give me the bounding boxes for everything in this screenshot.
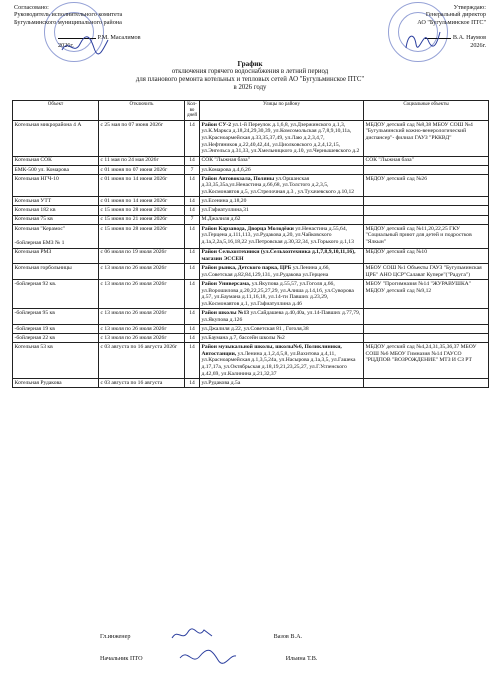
table-header-row [13, 101, 489, 121]
cell-social: МБОУ СОШ №1 Объекты ГАУЗ "Бугульминская ЦРБ" АНО ЦСР"Салават Купере"("Радуга") [364, 264, 489, 280]
signature-left-icon [60, 34, 110, 56]
header-days: Кол-во дней [185, 101, 200, 121]
table-row [13, 120, 489, 156]
object-name: Котельная "Керамос" [14, 225, 66, 232]
cell-period: с 15 июня по 28 июня 2026г [99, 224, 185, 248]
object-name: -бойлерная 22 кв [14, 334, 55, 341]
table-row [13, 324, 489, 333]
cell-days: 14 [185, 120, 200, 156]
object-name: Котельная микрорайона 4 А [14, 121, 82, 128]
cell-days: 14 [185, 324, 200, 333]
cell-period: с 13 июля по 26 июля 2026г [99, 334, 185, 343]
cell-object [13, 248, 99, 264]
object-name: Котельная НГЧ-10 [14, 175, 59, 182]
cell-days: 7 [185, 215, 200, 224]
street-list: ул.Ленина д.1,2,4,5,8, ул.Вахитова д.4,11, ул.Красноармейская д.1,3,5,24а, ул.Насырова д.1а,3,5, ул.Гашека д.17,17а, ул.Октябрьская д.18,19,21,23,25,27, ул.Г.Успенского д.42,69, ул.Калинина д.21,32,37 [201, 350, 356, 377]
object-name: -бойлерная 92 кв. [14, 281, 57, 287]
street-list: ул.Якупова д.55,57, ул.Гоголя д.66, ул.Ворошилова д.20,22,25,27,29, ул.Алиша д.14,16, ул.Суворова д.57, ул.Баумана д.11,16,18, ул.14-ти Павших д.23,29, ул.Космонавтов д.1, ул.Гафиатуллина д.46 [201, 281, 354, 307]
footer-role: Гл.инженер [100, 633, 131, 640]
object-name: -бойлерная 95 кв [14, 309, 55, 316]
cell-period: с 25 мая по 07 июня 2026г [99, 120, 185, 156]
table-row [13, 334, 489, 343]
cell-social [364, 206, 489, 215]
object-name: Котельная горбольницы [14, 265, 72, 272]
cell-streets [200, 120, 364, 156]
cell-object [13, 165, 99, 174]
cell-period: с 13 июля по 26 июля 2026г [99, 309, 185, 325]
cell-object [13, 206, 99, 215]
cell-days: 14 [185, 378, 200, 387]
approval-signer: В.А. Наумов [452, 34, 486, 42]
street-list: М.Джалиля д.62 [201, 216, 241, 223]
cell-object [13, 280, 99, 309]
header-object: Объект [13, 101, 99, 121]
cell-period: с 03 августа по 16 августа [99, 378, 185, 387]
object-name: БМК-500 ул. Комарова [14, 166, 69, 173]
cell-streets [200, 343, 364, 379]
cell-days: 14 [185, 224, 200, 248]
cell-object [13, 309, 99, 325]
district-name: Район рынка, Детского парка, ЦРБ [201, 265, 292, 272]
cell-object [13, 156, 99, 165]
district-name: Район Автовокзала, Поляны [201, 175, 275, 182]
object-name: Котельная СОК [14, 157, 52, 164]
object-name: Котельная 53 кв [14, 344, 53, 351]
table-row [13, 174, 489, 196]
cell-days: 14 [185, 174, 200, 196]
object-name: Котельная УТТ [14, 198, 52, 205]
cell-object [13, 197, 99, 206]
cell-period: с 13 июля по 26 июля 2026г [99, 324, 185, 333]
cell-streets [200, 197, 364, 206]
title-line: в 2026 году [233, 84, 267, 91]
cell-days: 14 [185, 334, 200, 343]
footer-name: Ильина Т.В. [285, 655, 318, 662]
street-list: ул.Джалиля д.22, ул.Советская 81 , Гоголя,38 [201, 325, 309, 332]
cell-object [13, 343, 99, 379]
cell-days: 14 [185, 206, 200, 215]
district-name: Район Сельхозтехники (ул.Сельхозтехника д.1,7,8,9,10,11,16), магазин ЭССЕН [201, 249, 356, 263]
district-name: Район школы №13 [201, 309, 250, 316]
district-name: Район музыкальной школы, школы№6, Поликлиники, Автостанции, [201, 344, 342, 357]
table-row [13, 280, 489, 309]
cell-social: МБДОУ детский сад №4,24,31,35,36,37 МБОУ СОШ №6 МБОУ Гимназия №14 ГАУСО "РЦДПОВ "ВОЗРОЖДЕНИЕ" МТЗ И СЗ РТ [364, 343, 489, 379]
header-period: Отключить [99, 101, 185, 121]
cell-social [364, 165, 489, 174]
title-line: отключения горячего водоснабжения в летний период [171, 68, 329, 75]
approval-line: Генеральный директор [425, 11, 486, 19]
object-name: Котельная 182 кв [14, 207, 56, 214]
cell-social: МБДОУ детский сад №11,20,22,25 ГКУ "Социальный приют для детей и подростков "Ялкын" [364, 224, 489, 248]
title-line: График [237, 60, 263, 68]
cell-streets [200, 280, 364, 309]
cell-social: МБДОУ детский сад №10 [364, 248, 489, 264]
street-list: ул.Оршанская д.33,35,35а,ул.Ненастина д.66,68, ул.Толстого д.2,3,5, ул.Космонавтов д.5, ул.Стрелочная д.3 , ул.Тухачевского д.10,12 [201, 175, 355, 195]
approval-signer: Р.М. Масалимов [97, 34, 141, 42]
cell-streets [200, 309, 364, 325]
cell-days: 14 [185, 280, 200, 309]
cell-period: с 15 июня по 28 июня 2026г [99, 206, 185, 215]
approval-year: 2026г. [58, 41, 74, 49]
cell-period: с 01 июня по 07 июня 2026г [99, 165, 185, 174]
cell-streets [200, 215, 364, 224]
cell-period: с 11 мая по 24 мая 2026г [99, 156, 185, 165]
cell-period: с 13 июля по 26 июля 2026г [99, 264, 185, 280]
cell-period: с 01 июня по 14 июня 2026г [99, 197, 185, 206]
cell-social [364, 309, 489, 325]
cell-social [364, 378, 489, 387]
street-list: ул.Ненастина д.55,64, ул.Герцена д.111,113, ул.Рудакова д.20, ул.Чайковского д.1а,2,2а,5,16,18,22 ул.Петровская д.30,32,34, ул.Горького д.1,13 [201, 225, 354, 245]
cell-period: с 03 августа по 16 августа 2026г [99, 343, 185, 379]
footer-role: Начальник ПТО [100, 655, 143, 662]
cell-period: с 15 июня по 21 июня 2026г [99, 215, 185, 224]
district-name: Район СУ-2 [201, 121, 232, 128]
table-row [13, 248, 489, 264]
approval-label: Утверждаю: [453, 4, 486, 11]
cell-object [13, 264, 99, 280]
street-list: ул.1-й Переулок д.1,6,8, ул.Дзержинского д.1,3, ул.К.Маркса д.18,24,29,30,39, ул.Комсомольская д.7,8,9,10,11а, ул.Красноармейская д.33,35,37,49, ул.Лаю д.2,3,4,7, ул.Нефтяников д.22,40,42,44, ул.Циолковского д.2,4,12,15, ул.Энгельса д.31,33, ул.Хмельницкого д.10, ул.Чернышевского д.2 [201, 121, 360, 155]
cell-social [364, 334, 489, 343]
cell-social [364, 215, 489, 224]
footer-name: Вазов В.А. [273, 633, 303, 640]
object-sub-name: -бойлерная БМЗ № 1 [14, 240, 65, 247]
approval-label: Согласовано: [14, 4, 49, 11]
table-row [13, 309, 489, 325]
cell-object [13, 224, 99, 248]
table-row [13, 378, 489, 387]
table-row [13, 156, 489, 165]
cell-streets [200, 206, 364, 215]
street-list: ул.Гафиатуллина,31 [201, 207, 249, 214]
cell-days: 14 [185, 248, 200, 264]
cell-streets [200, 156, 364, 165]
approval-line: Руководитель исполнительного комитета [14, 11, 123, 19]
cell-days: 14 [185, 343, 200, 379]
table-row [13, 197, 489, 206]
cell-social: МБОУ "Прогимназия №14 "ЖУРАВУШКА" МБДОУ детский сад №9,12 [364, 280, 489, 309]
header-streets: Улицы по району [200, 101, 364, 121]
cell-days: 7 [185, 165, 200, 174]
cell-social: МБДОУ детский сад №8,38 МБОУ СОШ №4 "Бугульминский кожно-венерологический диспансер"- филиал ГАУЗ "РККВД" [364, 120, 489, 156]
street-list: ул.Сайдашева д.40,40а, ул.14-Павших д.77,79, ул.Якупова д.126 [201, 309, 361, 323]
street-list: ул.Есенина д.18,20 [201, 198, 247, 205]
approval-line: Бугульминского муниципального района [14, 18, 122, 26]
cell-object [13, 378, 99, 387]
street-list: ул.Рудакова д.5а [201, 379, 241, 386]
cell-object [13, 120, 99, 156]
table-row [13, 264, 489, 280]
schedule-table [12, 100, 489, 388]
cell-period: с 06 июля по 19 июля 2026г [99, 248, 185, 264]
cell-object [13, 215, 99, 224]
table-row [13, 215, 489, 224]
table-row [13, 343, 489, 379]
cell-period: с 13 июля по 26 июля 2026г [99, 280, 185, 309]
cell-social [364, 324, 489, 333]
table-row [13, 165, 489, 174]
approval-line: АО "Бугульминское ПТС" [417, 18, 486, 26]
object-name: -бойлерная 19 кв [14, 325, 55, 332]
cell-days: 14 [185, 197, 200, 206]
signature-engineer-icon [170, 626, 214, 644]
street-list: СОК "Лыжная база" [201, 157, 250, 164]
cell-social: МБДОУ детский сад №26 [364, 174, 489, 196]
cell-object [13, 334, 99, 343]
signature-right-icon [402, 28, 442, 52]
cell-period: с 01 июня по 14 июня 2026г [99, 174, 185, 196]
district-name: Район Универсама, [201, 281, 251, 287]
cell-streets [200, 165, 364, 174]
object-name: Котельная РМЗ [14, 249, 52, 256]
cell-streets [200, 334, 364, 343]
cell-social: СОК "Лыжная база" [364, 156, 489, 165]
cell-object [13, 324, 99, 333]
approval-year: 2026г. [470, 41, 486, 49]
table-row [13, 206, 489, 215]
cell-streets [200, 224, 364, 248]
object-name: Котельная Рудакова [14, 379, 62, 386]
document-title [0, 60, 500, 92]
signature-pto-icon [178, 648, 238, 666]
header-social: Социальные объекты [364, 101, 489, 121]
street-list: ул.Комарова д.4,6,26 [201, 166, 251, 173]
district-name: Район Карзавода, Дворца Молодёжи [201, 225, 294, 232]
title-line: для планового ремонта котельных и тепловых сетей АО "Бугульминское ПТС" [135, 76, 365, 83]
cell-social [364, 197, 489, 206]
cell-streets [200, 174, 364, 196]
cell-days: 14 [185, 309, 200, 325]
cell-object [13, 174, 99, 196]
street-list: ул.Баумана д.7, бассейн школы №2 [201, 334, 285, 341]
cell-streets [200, 264, 364, 280]
cell-days: 14 [185, 156, 200, 165]
object-name: Котельная 75 кв [14, 216, 53, 223]
street-list: ул.Ленина д.66, ул.Советская д.82,84,129,131, ул.Рудакова ул.Герцена [201, 265, 330, 278]
cell-streets [200, 324, 364, 333]
cell-streets [200, 378, 364, 387]
table-row [13, 224, 489, 248]
cell-days: 14 [185, 264, 200, 280]
cell-streets [200, 248, 364, 264]
